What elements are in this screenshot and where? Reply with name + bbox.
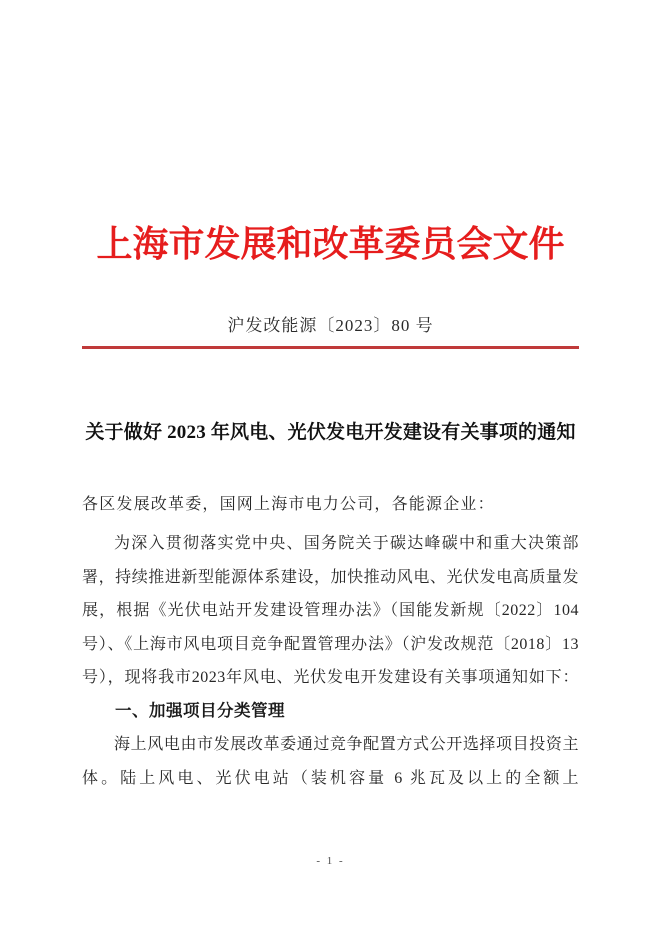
notice-section-paragraph: 海上风电由市发展改革委通过竞争配置方式公开选择项目投资主体。陆上风电、光伏电站（装机容量 6 兆瓦及以上的全额上: [82, 736, 579, 787]
notice-title: 关于做好 2023 年风电、光伏发电开发建设有关事项的通知: [85, 422, 576, 443]
letterhead-agency-title: 上海市发展和改革委员会文件: [96, 224, 565, 264]
notice-section-heading: 一、加强项目分类管理: [115, 701, 285, 720]
page-number: - 1 -: [316, 855, 345, 867]
notice-salutation: 各区发展改革委，国网上海市电力公司，各能源企业：: [82, 496, 495, 513]
notice-opening-paragraph: 为深入贯彻落实党中央、国务院关于碳达峰碳中和重大决策部署，持续推进新型能源体系建设，加快推动风电、光伏发电高质量发展，根据《光伏电站开发建设管理办法》（国能发新规〔2022〕104号）、《上海市风电项目竞争配置管理办法》（沪发改规范〔2018〕13号），现将我市2023年风电、光伏发电开发建设有关事项通知如下：: [82, 535, 579, 686]
letterhead-rule-divider: [82, 346, 579, 349]
document-number: 沪发改能源〔2023〕80 号: [227, 316, 434, 335]
